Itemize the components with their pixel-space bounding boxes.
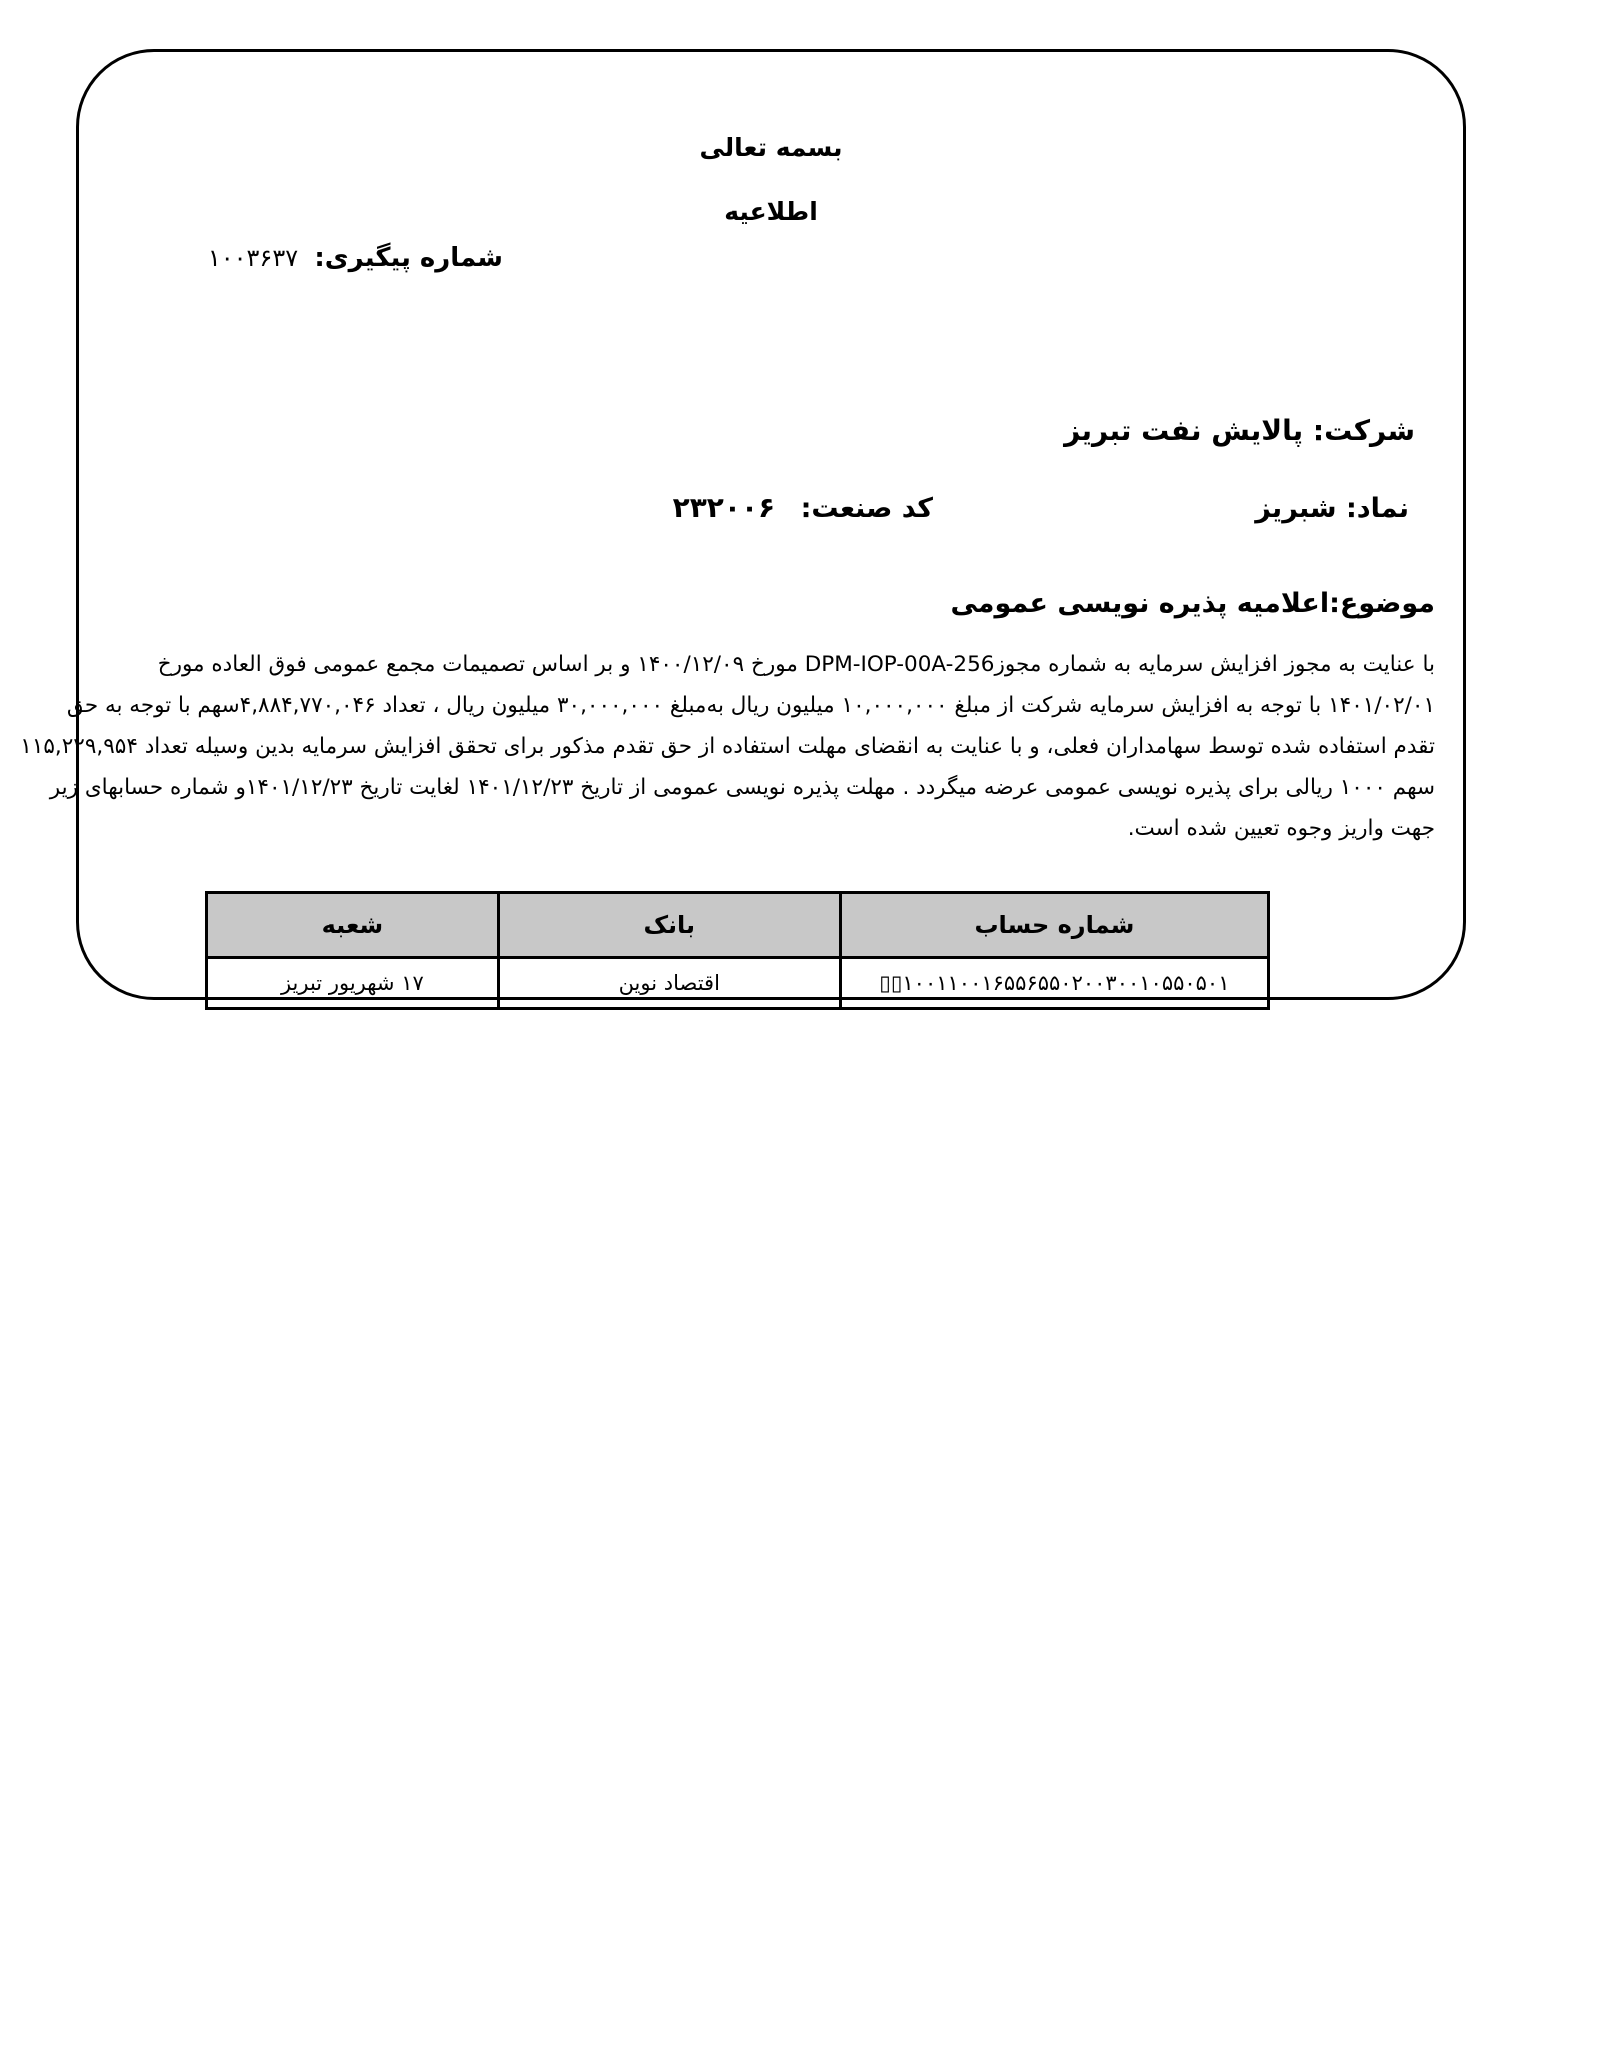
notice-title: اطلاعیه: [724, 197, 818, 226]
table-row: [207, 958, 1269, 1009]
ticker-symbol: نماد: شبریز: [1255, 493, 1409, 524]
body-line: تقدم استفاده شده توسط سهامداران فعلی، و با عنایت به انقضای مهلت استفاده از حق تقدم مذکور برای تحقق افزایش سرمایه بدین وسیله تعداد ۱۱۵,۲۲۹,۹۵۴: [20, 734, 1435, 759]
bank-account-table: [205, 891, 1270, 1010]
header-account-number: شماره حساب: [840, 893, 1268, 958]
tracking-number: ۱۰۰۳۶۳۷: [207, 244, 299, 272]
cell-bank: اقتصاد نوین: [498, 958, 840, 1009]
industry-label: کد صنعت:: [800, 493, 933, 524]
body-line: ۱۴۰۱/۰۲/۰۱ با توجه به افزایش سرمایه شرکت از مبلغ ۱۰,۰۰۰,۰۰۰ میلیون ریال به‌مبلغ ۳۰,۰۰۰,۰۰۰ میلیون ریال ، تعداد ۴,۸۸۴,۷۷۰,۰۴۶سهم با توجه به حق: [66, 693, 1435, 718]
tracking-label: شماره پیگیری:: [314, 243, 503, 273]
body-line: سهم ۱۰۰۰ ریالی برای پذیره نویسی عمومی عرضه میگردد . مهلت پذیره نویسی عمومی از تاریخ ۱۴۰۱/۱۲/۲۳ لغایت تاریخ ۱۴۰۱/۱۲/۲۳و شماره حسابهای زیر: [49, 775, 1435, 800]
header-bank: بانک: [498, 893, 840, 958]
body-line: جهت واریز وجوه تعیین شده است.: [1127, 816, 1435, 841]
basmala-heading: بسمه تعالی: [699, 133, 843, 162]
header-branch: شعبه: [207, 893, 499, 958]
company-name: شرکت: پالایش نفت تبریز: [1064, 414, 1415, 447]
body-line: با عنایت به مجوز افزایش سرمایه به شماره مجوزDPM-IOP-00A-256 مورخ ۱۴۰۰/۱۲/۰۹ و بر اساس تصمیمات مجمع عمومی فوق العاده مورخ: [157, 652, 1435, 677]
subject-line: موضوع:اعلامیه پذیره نویسی عمومی: [950, 588, 1435, 619]
industry-code: ۲۳۲۰۰۶: [672, 491, 776, 524]
cell-branch: ۱۷ شهریور تبریز: [207, 958, 499, 1009]
industry-code-line: [673, 491, 933, 524]
tracking-number-line: [208, 243, 503, 273]
notice-frame: [20, 49, 1466, 1000]
cell-account-number: ۱۰۰۱‎۱۰۰۱۶۵۵۶۵۵۰۲۰۰۳۰۰۱۰۵۵۰۵۰۱▯▯: [840, 958, 1268, 1009]
table-header-row: [207, 893, 1269, 958]
announcement-body: [20, 644, 1435, 849]
